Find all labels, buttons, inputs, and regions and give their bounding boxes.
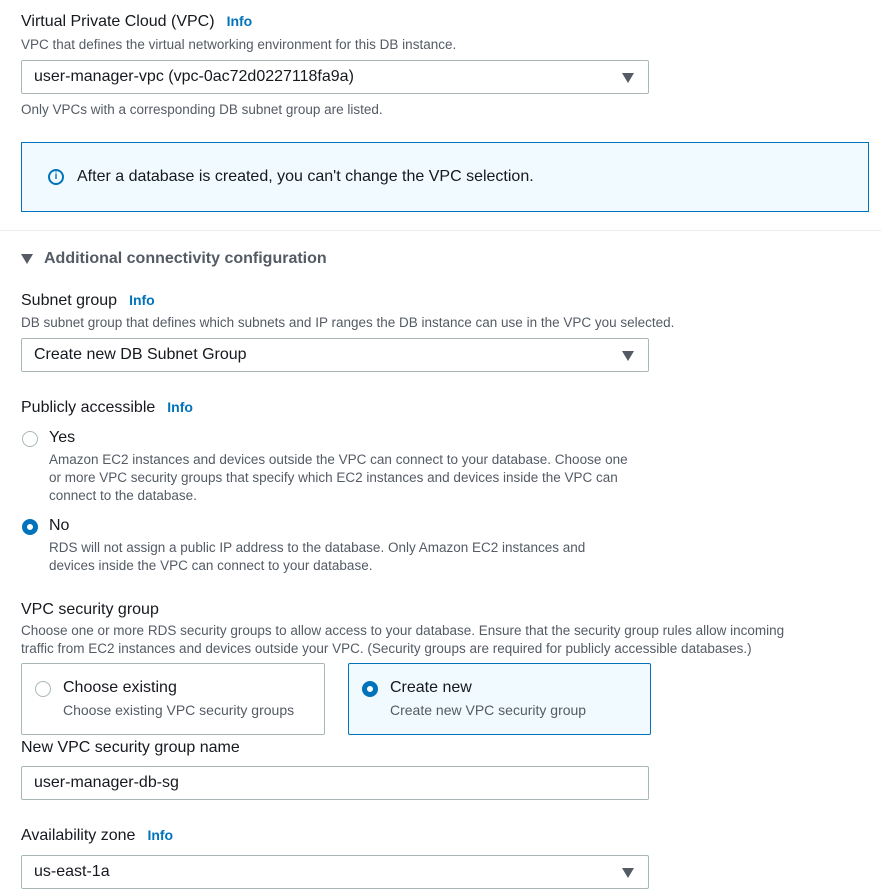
subnet-group-info-link[interactable]: Info [129,292,155,308]
public-access-header [21,399,193,417]
caret-down-icon [622,73,634,83]
option-yes-description [49,451,628,505]
subnet-group-label: Subnet group [21,292,118,309]
public-access-label: Publicly accessible [21,399,156,416]
description-line: RDS will not assign a public IP address to the database. Only Amazon EC2 instances and [49,540,586,555]
additional-connectivity-label: Additional connectivity configuration [44,250,327,267]
vpc-field-header [21,13,252,31]
description-line: Amazon EC2 instances and devices outside the VPC can connect to your database. Choose one [49,452,628,467]
subnet-group-select-value: Create new DB Subnet Group [34,346,247,363]
subnet-group-description: DB subnet group that defines which subnets and IP ranges the DB instance can use in the VPC you selected. [21,315,675,330]
subnet-group-header [21,292,155,310]
subnet-group-select[interactable] [21,338,649,372]
tile-title: Choose existing [63,679,177,696]
public-access-info-link[interactable]: Info [167,399,193,415]
radio-create-new[interactable] [362,681,378,697]
tile-choose-existing[interactable] [21,663,325,735]
tile-description: Create new VPC security group [390,702,587,718]
tile-description: Choose existing VPC security groups [63,702,295,718]
radio-choose-existing[interactable] [35,681,51,697]
option-no-description [49,539,585,575]
vpc-description: VPC that defines the virtual networking environment for this DB instance. [21,37,457,52]
description-line: connect to the database. [49,488,197,503]
section-divider [0,230,881,231]
caret-down-icon [622,351,634,361]
availability-zone-info-link[interactable]: Info [147,827,174,843]
new-sg-name-value: user-manager-db-sg [34,774,179,791]
availability-zone-select-value: us-east-1a [34,863,110,880]
description-line: devices inside the VPC can connect to your database. [49,558,373,573]
vpc-select-value: user-manager-vpc (vpc-0ac72d0227118fa9a) [34,68,354,85]
vpc-info-link[interactable]: Info [226,13,253,29]
new-sg-name-label: New VPC security group name [21,739,240,756]
option-no-label: No [49,517,70,534]
tile-create-new[interactable] [348,663,651,735]
vpc-info-alert [21,142,869,212]
description-line: or more VPC security groups that specify which EC2 instances and devices inside the VPC can [49,470,618,485]
alert-message: After a database is created, you can't change the VPC selection. [77,168,534,185]
radio-no[interactable] [22,519,38,535]
description-line: Choose one or more RDS security groups to allow access to your database. Ensure that the security group rules allow incoming [21,623,785,638]
availability-zone-label: Availability zone [21,827,136,844]
availability-zone-header [21,827,173,845]
description-line: traffic from EC2 instances and devices outside your VPC. (Security groups are required for publicly accessible databases.) [21,641,752,656]
option-yes-label: Yes [49,429,76,446]
availability-zone-select[interactable] [21,855,649,889]
caret-down-icon [622,868,634,878]
tile-title: Create new [390,679,472,696]
security-group-label: VPC security group [21,601,159,618]
radio-yes[interactable] [22,431,38,447]
vpc-hint: Only VPCs with a corresponding DB subnet group are listed. [21,102,383,117]
caret-down-icon [21,254,33,264]
vpc-select[interactable] [21,60,649,94]
info-circle-icon: i [48,169,64,185]
new-sg-name-input[interactable] [21,766,649,800]
vpc-label: Virtual Private Cloud (VPC) [21,13,215,30]
security-group-description [21,622,784,658]
